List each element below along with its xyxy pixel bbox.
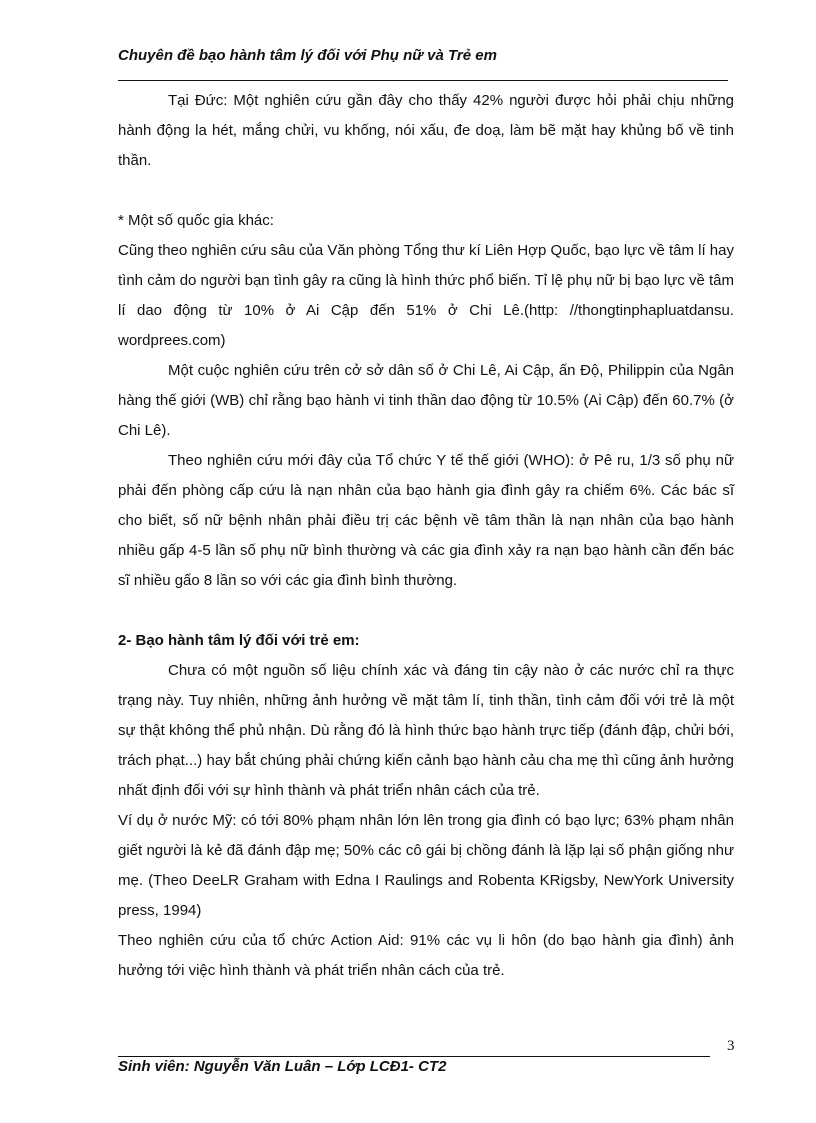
paragraph-children-impact: Chưa có một nguồn số liệu chính xác và đáng tin cậy nào ở các nước chỉ ra thực trạng này. Tuy nhiên, những ảnh hưởng về mặt tâm lí, tinh thần, tình cảm đối với trẻ là một sự thật không thể phủ nhận. Dù rằng đó là hình thức bạo hành trực tiếp (đánh đập, chửi bới, trách phạt...) hay bắt chúng phải chứng kiến cảnh bạo hành cảu cha mẹ thì cũng ảnh hưởng nhất định đối với sự hình thành và phát triển nhân cách của trẻ. bbox=[118, 662, 734, 799]
subheading-other-countries: * Một số quốc gia khác: bbox=[118, 212, 274, 229]
page-header-title: Chuyên đề bạo hành tâm lý đối với Phụ nữ và Trẻ em bbox=[118, 47, 497, 64]
paragraph-us-example: Ví dụ ở nước Mỹ: có tới 80% phạm nhân lớn lên trong gia đình có bạo lực; 63% phạm nhân giết người là kẻ đã đánh đập mẹ; 50% các cô gái bị chồng đánh là lặp lại số phận giống như mẹ. (Theo DeeLR Graham with Edna I Raulings and Robenta KRigsby, NewYork University press, 1994) bbox=[118, 812, 734, 919]
document-body bbox=[118, 86, 734, 986]
section-heading-children: 2- Bạo hành tâm lý đối với trẻ em: bbox=[118, 632, 360, 649]
footer-divider bbox=[118, 1056, 710, 1057]
paragraph-who-study: Theo nghiên cứu mới đây của Tổ chức Y tế thế giới (WHO): ở Pê ru, 1/3 số phụ nữ phải đến phòng cấp cứu là nạn nhân của bạo hành gia đình gây ra chiếm 6%. Các bác sĩ cho biết, số nữ bệnh nhân phải điều trị các bệnh về tâm thần là nạn nhân của bạo hành nhiều gấp 4-5 lần số phụ nữ bình thường và các gia đình xảy ra nạn bạo hành cần đến bác sĩ nhiều gấo 8 lần so với các gia đình bình thường. bbox=[118, 452, 734, 589]
blank-line bbox=[118, 596, 734, 626]
paragraph-un-study: Cũng theo nghiên cứu sâu của Văn phòng Tổng thư kí Liên Hợp Quốc, bạo lực về tâm lí hay tình cảm do người bạn tình gây ra cũng là hình thức phổ biến. Tỉ lệ phụ nữ bị bạo lực về tâm lí dao động từ 10% ở Ai Cập đến 51% ở Chi Lê.(http: //thongtinphapluatdansu. wordprees.com) bbox=[118, 242, 734, 349]
page-footer-author: Sinh viên: Nguyễn Văn Luân – Lớp LCĐ1- CT2 bbox=[118, 1058, 447, 1075]
page-number: 3 bbox=[727, 1038, 735, 1054]
blank-line bbox=[118, 176, 734, 206]
header-divider bbox=[118, 80, 728, 81]
paragraph-germany: Tại Đức: Một nghiên cứu gần đây cho thấy 42% người được hỏi phải chịu những hành động la hét, mắng chửi, vu khống, nói xấu, đe doạ, làm bẽ mặt hay khủng bố về tinh thần. bbox=[118, 92, 734, 169]
paragraph-wb-study: Một cuộc nghiên cứu trên cở sở dân số ở Chi Lê, Ai Cập, ấn Độ, Philippin của Ngân hàng thế giới (WB) chỉ rằng bạo hành vi tinh thần dao động từ 10.5% (Ai Cập) đến 60.7% (ở Chi Lê). bbox=[118, 362, 734, 439]
paragraph-action-aid: Theo nghiên cứu của tổ chức Action Aid: 91% các vụ li hôn (do bạo hành gia đình) ảnh hưởng tới việc hình thành và phát triển nhân cách của trẻ. bbox=[118, 932, 734, 979]
